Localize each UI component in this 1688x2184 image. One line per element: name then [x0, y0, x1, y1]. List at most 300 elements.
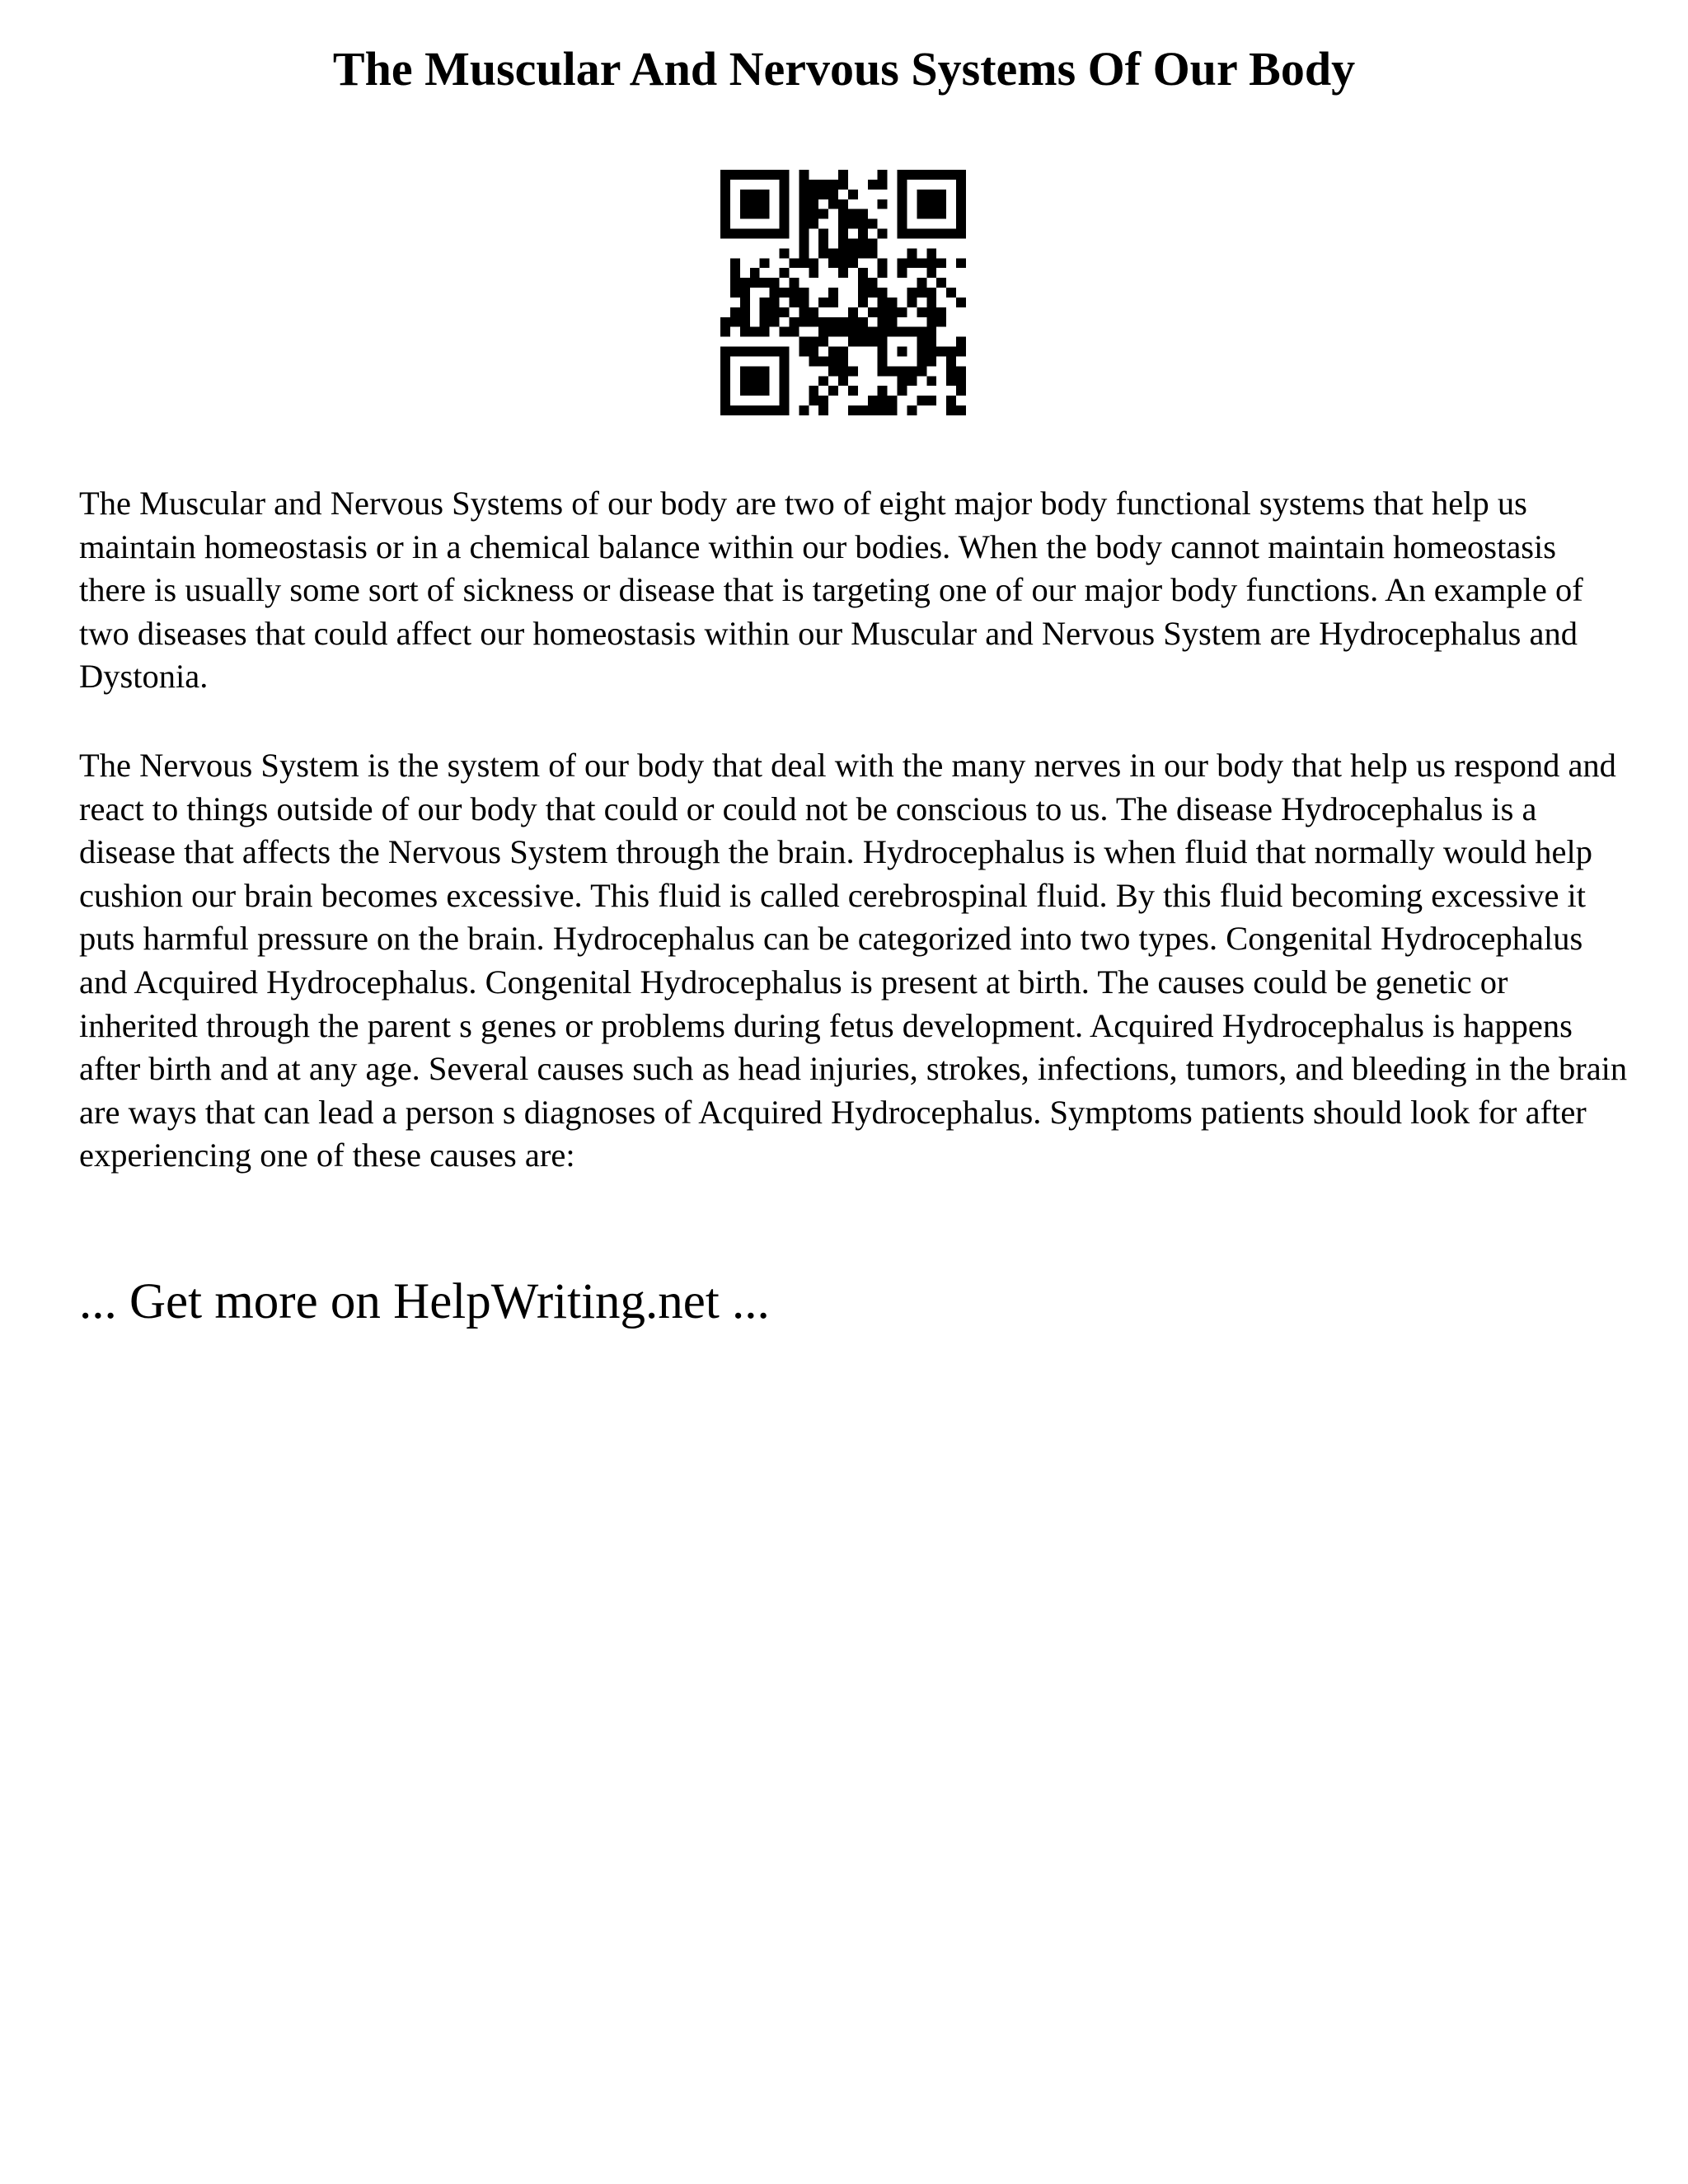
qr-module: [760, 376, 770, 386]
qr-module: [760, 190, 770, 199]
qr-module: [858, 317, 868, 327]
qr-module: [848, 248, 858, 258]
qr-module: [868, 405, 878, 415]
qr-module: [799, 229, 809, 239]
qr-module: [888, 396, 898, 405]
qr-module: [878, 337, 888, 347]
qr-module: [828, 356, 838, 366]
qr-module: [956, 298, 966, 307]
qr-module: [926, 209, 936, 219]
qr-module: [838, 317, 848, 327]
qr-module: [956, 209, 966, 219]
qr-module: [926, 376, 936, 386]
qr-module: [848, 405, 858, 415]
qr-module: [750, 347, 760, 357]
qr-module: [760, 209, 770, 219]
qr-module: [936, 199, 946, 209]
qr-module: [818, 317, 828, 327]
qr-module: [740, 288, 750, 298]
qr-module: [809, 180, 818, 190]
qr-module: [799, 405, 809, 415]
qr-module: [858, 327, 868, 337]
qr-module: [720, 190, 730, 199]
qr-module: [818, 190, 828, 199]
qr-module: [868, 288, 878, 298]
qr-module: [926, 356, 936, 366]
qr-module: [740, 209, 750, 219]
qr-module: [898, 180, 907, 190]
qr-module: [780, 219, 790, 229]
qr-module: [917, 396, 926, 405]
qr-module: [936, 307, 946, 317]
qr-module: [730, 278, 740, 288]
qr-module: [917, 278, 926, 288]
qr-module: [878, 347, 888, 357]
qr-module: [720, 180, 730, 190]
qr-module: [858, 298, 868, 307]
qr-module: [730, 268, 740, 278]
qr-module: [760, 170, 770, 180]
qr-module: [878, 258, 888, 268]
qr-module: [799, 219, 809, 229]
qr-module: [809, 219, 818, 229]
qr-module: [888, 298, 898, 307]
qr-module: [956, 219, 966, 229]
qr-module: [799, 180, 809, 190]
qr-module: [848, 337, 858, 347]
qr-module: [809, 209, 818, 219]
qr-module: [809, 199, 818, 209]
qr-module: [760, 366, 770, 376]
qr-module: [898, 327, 907, 337]
qr-module: [750, 209, 760, 219]
qr-module: [956, 180, 966, 190]
qr-module: [799, 298, 809, 307]
qr-module: [917, 356, 926, 366]
qr-module: [780, 347, 790, 357]
qr-module: [917, 366, 926, 376]
qr-module: [858, 405, 868, 415]
qr-module: [780, 170, 790, 180]
qr-module: [799, 209, 809, 219]
qr-module: [740, 347, 750, 357]
qr-module: [926, 347, 936, 357]
qr-module: [720, 170, 730, 180]
qr-module: [789, 327, 799, 337]
qr-module: [936, 190, 946, 199]
qr-module: [907, 327, 917, 337]
qr-module: [848, 219, 858, 229]
qr-module: [809, 337, 818, 347]
qr-module: [858, 209, 868, 219]
qr-module: [730, 258, 740, 268]
qr-module: [917, 258, 926, 268]
qr-module: [868, 180, 878, 190]
qr-module: [907, 366, 917, 376]
qr-module: [809, 386, 818, 396]
qr-module: [898, 258, 907, 268]
qr-module: [868, 327, 878, 337]
qr-module: [848, 366, 858, 376]
qr-module: [858, 219, 868, 229]
qr-module: [770, 317, 780, 327]
qr-module: [740, 317, 750, 327]
qr-module: [936, 347, 946, 357]
qr-module: [750, 366, 760, 376]
qr-module: [740, 298, 750, 307]
qr-module: [848, 238, 858, 248]
qr-module: [878, 386, 888, 396]
qr-module: [789, 288, 799, 298]
qr-module: [858, 268, 868, 278]
qr-module: [780, 229, 790, 239]
qr-module: [898, 376, 907, 386]
qr-module: [828, 366, 838, 376]
qr-module: [917, 337, 926, 347]
qr-module: [809, 258, 818, 268]
qr-module: [828, 199, 838, 209]
paragraph-intro: The Muscular and Nervous Systems of our body are two of eight major body functional systems that help us maintain homeostasis or in a chemical balance within our bodies. When the body cannot maintain homeostasis there is usually some sort of sickness or disease that is targeting one of our major body functions. An example of two diseases that could affect our homeostasis within our Muscular and Nervous System are Hydrocephalus and Dystonia.: [79, 485, 1583, 696]
qr-module: [848, 190, 858, 199]
qr-module: [946, 170, 956, 180]
qr-module: [799, 258, 809, 268]
qr-module: [907, 258, 917, 268]
qr-module: [770, 298, 780, 307]
qr-module: [907, 170, 917, 180]
qr-module: [838, 347, 848, 357]
qr-module: [780, 405, 790, 415]
qr-module: [956, 376, 966, 386]
qr-module: [799, 248, 809, 258]
qr-module: [878, 170, 888, 180]
qr-module: [917, 190, 926, 199]
qr-module: [946, 366, 956, 376]
qr-module: [898, 347, 907, 357]
qr-module: [740, 190, 750, 199]
qr-module: [936, 229, 946, 239]
qr-module: [858, 278, 868, 288]
qr-module: [848, 317, 858, 327]
qr-module: [750, 268, 760, 278]
qr-module: [868, 396, 878, 405]
qr-module: [780, 366, 790, 376]
qr-module: [780, 180, 790, 190]
qr-module: [799, 288, 809, 298]
qr-module: [750, 190, 760, 199]
qr-module: [760, 298, 770, 307]
qr-module: [789, 317, 799, 327]
qr-module: [898, 268, 907, 278]
qr-module: [740, 170, 750, 180]
qr-module: [917, 347, 926, 357]
qr-module: [828, 317, 838, 327]
qr-module: [898, 190, 907, 199]
qr-module: [780, 396, 790, 405]
qr-module: [760, 405, 770, 415]
paragraph-nervous-system: The Nervous System is the system of our body that deal with the many nerves in our body that help us respond and react to things outside of our body that could or could not be conscious to us. The disease Hydrocephalus is a disease that affects the Nervous System through the brain. Hydrocephalus is when fluid that normally would help cushion our brain becomes excessive. This fluid is called cerebrospinal fluid. By this fluid becoming excessive it puts harmful pressure on the brain. Hydrocephalus can be categorized into two types. Congenital Hydrocephalus and Acquired Hydrocephalus. Congenital Hydrocephalus is present at birth. The causes could be genetic or inherited through the parent s genes or problems during fetus development. Acquired Hydrocephalus is happens after birth and at any age. Several causes such as head injuries, strokes, infections, tumors, and bleeding in the brain are ways that can lead a person s diagnoses of Acquired Hydrocephalus. Symptoms patients should look for after experiencing one of these causes are:: [79, 747, 1628, 1174]
qr-module: [720, 219, 730, 229]
qr-module: [750, 199, 760, 209]
qr-module: [809, 190, 818, 199]
qr-module: [868, 238, 878, 248]
qr-module: [946, 405, 956, 415]
qr-module: [878, 327, 888, 337]
qr-module: [907, 298, 917, 307]
qr-module: [740, 366, 750, 376]
qr-module: [720, 386, 730, 396]
qr-module: [926, 298, 936, 307]
qr-module: [818, 298, 828, 307]
qr-module: [818, 238, 828, 248]
qr-module: [926, 288, 936, 298]
qr-module: [917, 209, 926, 219]
page-title: The Muscular And Nervous Systems Of Our Body: [332, 42, 1356, 96]
qr-code-graphic: [720, 170, 966, 415]
qr-module: [946, 376, 956, 386]
qr-module: [720, 327, 730, 337]
qr-module: [907, 229, 917, 239]
qr-module: [730, 229, 740, 239]
qr-module: [750, 229, 760, 239]
qr-module: [898, 199, 907, 209]
qr-module: [760, 307, 770, 317]
qr-module: [720, 317, 730, 327]
qr-module: [720, 376, 730, 386]
qr-module: [809, 317, 818, 327]
qr-code-icon: [720, 170, 966, 415]
qr-module: [809, 396, 818, 405]
qr-module: [898, 219, 907, 229]
qr-module: [926, 170, 936, 180]
qr-module: [858, 238, 868, 248]
qr-module: [956, 337, 966, 347]
qr-module: [888, 405, 898, 415]
qr-module: [838, 180, 848, 190]
qr-module: [848, 209, 858, 219]
qr-module: [720, 229, 730, 239]
qr-module: [898, 386, 907, 396]
qr-module: [878, 229, 888, 239]
qr-module: [936, 278, 946, 288]
qr-module: [809, 347, 818, 357]
qr-module: [868, 219, 878, 229]
qr-module: [898, 170, 907, 180]
qr-module: [828, 180, 838, 190]
qr-module: [838, 327, 848, 337]
qr-module: [858, 288, 868, 298]
qr-module: [750, 327, 760, 337]
qr-module: [956, 366, 966, 376]
qr-module: [750, 376, 760, 386]
qr-module: [760, 258, 770, 268]
qr-module: [818, 376, 828, 386]
qr-module: [760, 278, 770, 288]
qr-module: [780, 209, 790, 219]
qr-module: [926, 258, 936, 268]
qr-module: [917, 199, 926, 209]
qr-module: [838, 356, 848, 366]
qr-module: [818, 356, 828, 366]
qr-module: [926, 199, 936, 209]
qr-module: [740, 307, 750, 317]
qr-module: [956, 170, 966, 180]
qr-module: [926, 229, 936, 239]
qr-module: [838, 238, 848, 248]
qr-module: [828, 190, 838, 199]
qr-module: [838, 268, 848, 278]
qr-module: [818, 405, 828, 415]
qr-module: [878, 307, 888, 317]
qr-module: [799, 190, 809, 199]
qr-module: [770, 229, 780, 239]
qr-module: [848, 307, 858, 317]
qr-module: [730, 317, 740, 327]
get-more-link[interactable]: ... Get more on HelpWriting.net ...: [79, 1274, 770, 1329]
qr-module: [780, 356, 790, 366]
qr-module: [878, 180, 888, 190]
qr-module: [946, 229, 956, 239]
qr-module: [780, 268, 790, 278]
qr-module: [907, 248, 917, 258]
qr-module: [760, 327, 770, 337]
qr-module: [917, 288, 926, 298]
qr-module: [720, 405, 730, 415]
qr-module: [898, 366, 907, 376]
qr-module: [898, 307, 907, 317]
qr-module: [878, 288, 888, 298]
qr-module: [740, 278, 750, 288]
qr-module: [789, 258, 799, 268]
qr-module: [926, 307, 936, 317]
qr-module: [770, 278, 780, 288]
qr-module: [789, 298, 799, 307]
qr-module: [760, 229, 770, 239]
qr-module: [838, 209, 848, 219]
qr-module: [838, 219, 848, 229]
qr-module: [799, 307, 809, 317]
qr-module: [838, 258, 848, 268]
qr-module: [740, 386, 750, 396]
qr-module: [818, 337, 828, 347]
qr-module: [780, 288, 790, 298]
qr-module: [907, 405, 917, 415]
qr-module: [838, 248, 848, 258]
qr-module: [760, 317, 770, 327]
qr-module: [809, 268, 818, 278]
qr-module: [848, 258, 858, 268]
qr-module: [858, 229, 868, 239]
qr-module: [848, 327, 858, 337]
qr-module: [730, 347, 740, 357]
qr-module: [818, 229, 828, 239]
qr-module: [917, 229, 926, 239]
qr-module: [799, 199, 809, 209]
qr-module: [838, 170, 848, 180]
qr-module: [720, 347, 730, 357]
qr-module: [770, 170, 780, 180]
qr-module: [956, 199, 966, 209]
qr-module: [888, 317, 898, 327]
qr-module: [750, 386, 760, 396]
qr-module: [878, 317, 888, 327]
qr-module: [799, 170, 809, 180]
qr-module: [780, 386, 790, 396]
qr-module: [720, 396, 730, 405]
qr-module: [926, 337, 936, 347]
qr-module: [818, 396, 828, 405]
qr-module: [878, 366, 888, 376]
qr-module: [838, 199, 848, 209]
qr-module: [956, 405, 966, 415]
qr-module: [936, 170, 946, 180]
qr-module: [750, 278, 760, 288]
qr-module: [898, 229, 907, 239]
qr-module: [780, 327, 790, 337]
qr-module: [828, 298, 838, 307]
qr-module: [780, 248, 790, 258]
qr-module: [907, 376, 917, 386]
qr-module: [799, 238, 809, 248]
qr-module: [878, 356, 888, 366]
qr-module: [946, 288, 956, 298]
qr-module: [818, 180, 828, 190]
qr-module: [946, 356, 956, 366]
qr-module: [760, 199, 770, 209]
qr-module: [730, 405, 740, 415]
qr-module: [740, 405, 750, 415]
qr-module: [946, 347, 956, 357]
qr-module: [828, 347, 838, 357]
qr-module: [828, 327, 838, 337]
qr-module: [878, 396, 888, 405]
qr-module: [956, 386, 966, 396]
qr-module: [780, 307, 790, 317]
qr-module: [858, 248, 868, 258]
qr-module: [868, 337, 878, 347]
qr-module: [926, 396, 936, 405]
qr-module: [888, 366, 898, 376]
qr-module: [878, 298, 888, 307]
qr-module: [740, 199, 750, 209]
qr-module: [956, 229, 966, 239]
qr-module: [888, 307, 898, 317]
qr-module: [858, 337, 868, 347]
qr-module: [898, 209, 907, 219]
qr-module: [828, 288, 838, 298]
qr-module: [730, 288, 740, 298]
qr-module: [809, 356, 818, 366]
qr-module: [770, 405, 780, 415]
qr-module: [799, 317, 809, 327]
qr-module: [740, 376, 750, 386]
qr-module: [799, 337, 809, 347]
qr-module: [750, 170, 760, 180]
qr-module: [730, 170, 740, 180]
qr-module: [828, 248, 838, 258]
qr-module: [780, 190, 790, 199]
qr-module: [848, 386, 858, 396]
qr-module: [868, 278, 878, 288]
qr-module: [720, 356, 730, 366]
qr-module: [828, 386, 838, 396]
qr-module: [720, 199, 730, 209]
qr-module: [720, 209, 730, 219]
qr-module: [956, 347, 966, 357]
qr-module: [878, 268, 888, 278]
qr-module: [799, 347, 809, 357]
qr-module: [926, 268, 936, 278]
qr-module: [907, 288, 917, 298]
